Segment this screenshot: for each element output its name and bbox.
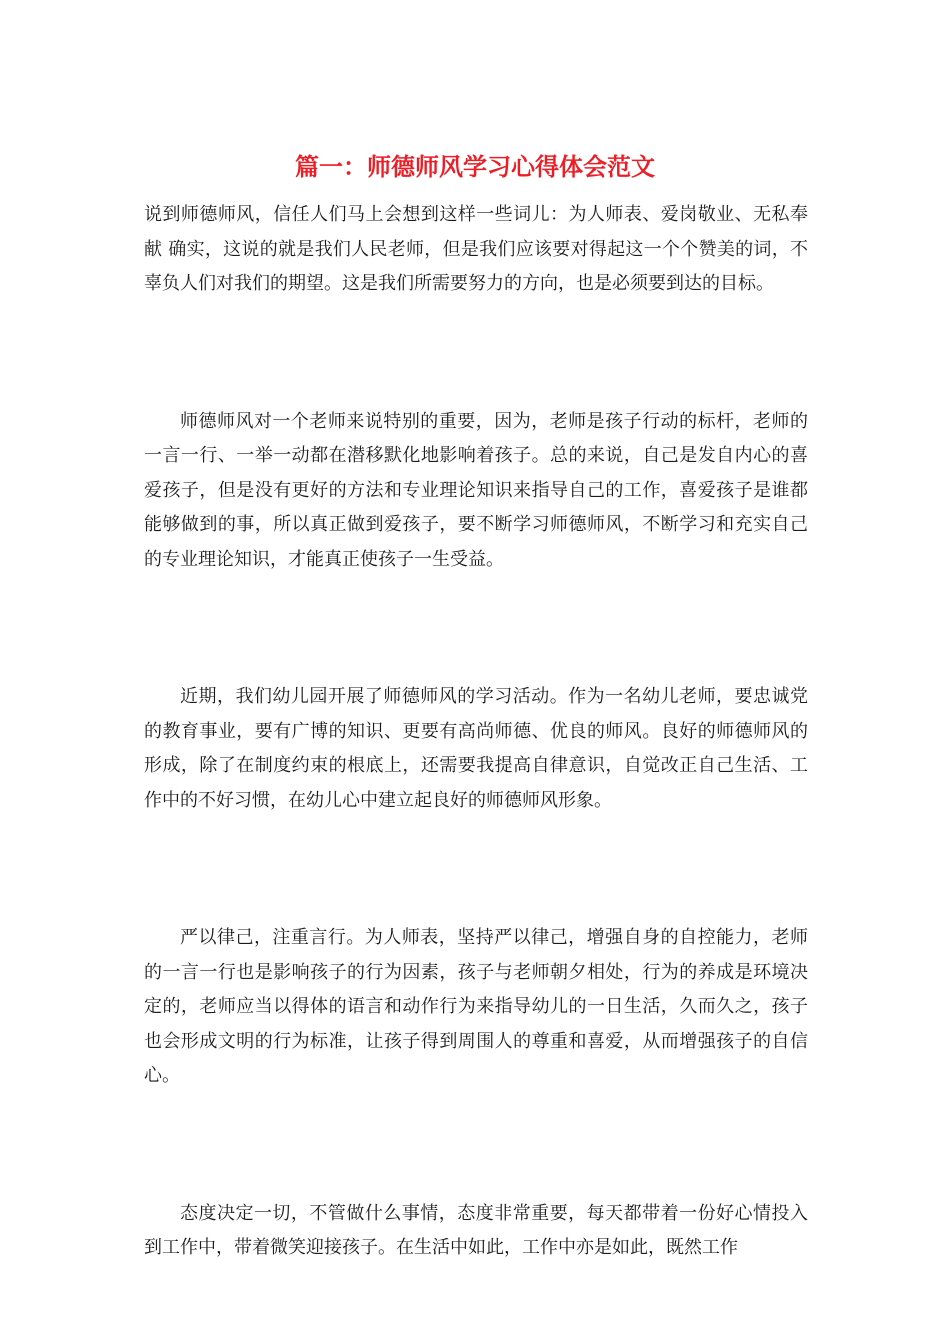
paragraph-3: 近期，我们幼儿园开展了师德师风的学习活动。作为一名幼儿老师，要忠诚党的教育事业，要有广博的知识、更要有高尚师德、优良的师风。良好的师德师风的形成，除了在制度约束的根底上，还需要我提高自律意识，自觉改正自己生活、工作中的不好习惯，在幼儿心中建立起良好的师德师风形象。 bbox=[144, 686, 808, 811]
document-title: 篇一：师德师风学习心得体会范文 bbox=[295, 152, 655, 181]
document-body bbox=[144, 198, 808, 1266]
paragraph-1: 说到师德师风，信任人们马上会想到这样一些词儿：为人师表、爱岗敬业、无私奉献 确实，这说的就是我们人民老师，但是我们应该要对得起这一个个赞美的词，不辜负人们对我们的期望。这是我们所需要努力的方向，也是必须要到达的目标。 bbox=[144, 204, 808, 294]
paragraph-5: 态度决定一切，不管做什么事情，态度非常重要，每天都带着一份好心情投入到工作中，带着微笑迎接孩子。在生活中如此，工作中亦是如此，既然工作 bbox=[144, 1202, 808, 1258]
paragraph-2: 师德师风对一个老师来说特别的重要，因为，老师是孩子行动的标杆，老师的一言一行、一举一动都在潜移默化地影响着孩子。总的来说，自己是发自内心的喜爱孩子，但是没有更好的方法和专业理论知识来指导自己的工作，喜爱孩子是谁都能够做到的事，所以真正做到爱孩子，要不断学习师德师风，不断学习和充实自己的专业理论知识，才能真正使孩子一生受益。 bbox=[144, 410, 808, 570]
paragraph-4: 严以律己，注重言行。为人师表，坚持严以律己，增强自身的自控能力，老师的一言一行也是影响孩子的行为因素，孩子与老师朝夕相处，行为的养成是环境决定的，老师应当以得体的语言和动作行为来指导幼儿的一日生活，久而久之，孩子也会形成文明的行为标准，让孩子得到周围人的尊重和喜爱，从而增强孩子的自信心。 bbox=[144, 927, 808, 1086]
